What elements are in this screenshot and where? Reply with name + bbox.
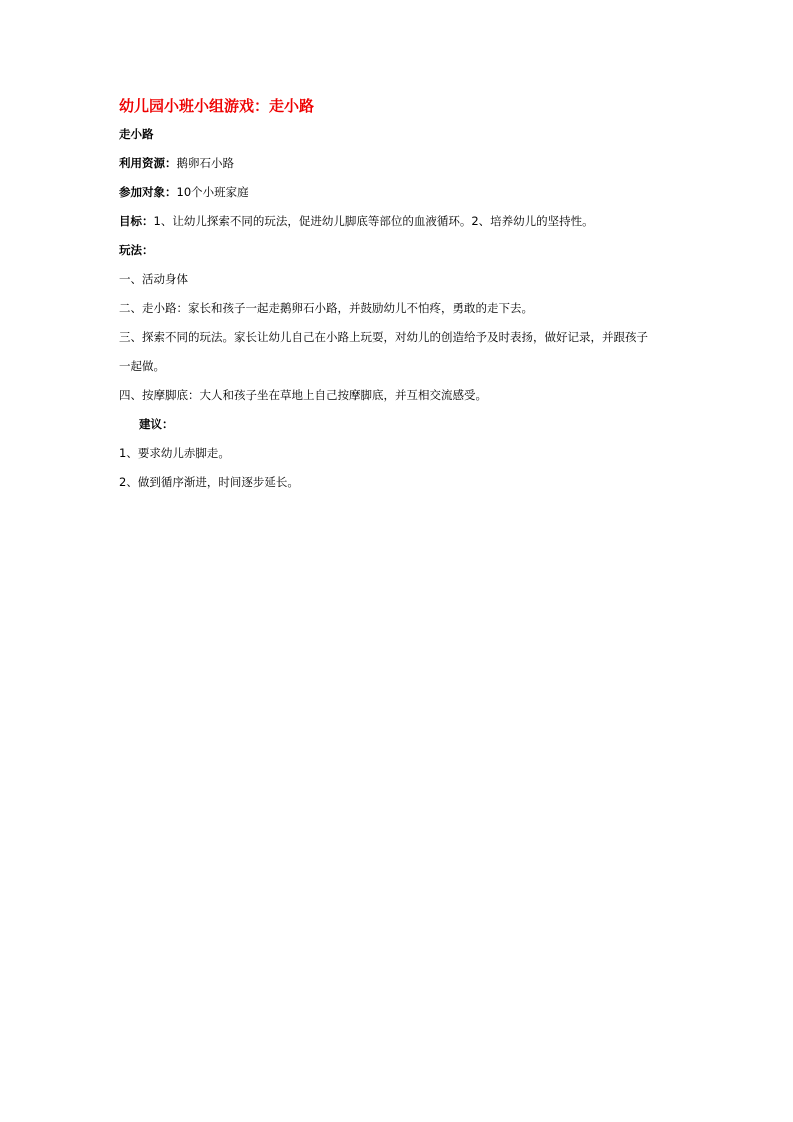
play-heading: 玩法： [119, 243, 154, 257]
participants-value: 10个小班家庭 [176, 185, 249, 199]
step-2: 二、走小路：家长和孩子一起走鹅卵石小路，并鼓励幼儿不怕疼，勇敢的走下去。 [119, 301, 533, 315]
goal-value: 1、让幼儿探索不同的玩法，促进幼儿脚底等部位的血液循环。2、培养幼儿的坚持性。 [153, 214, 594, 228]
document-title: 幼儿园小班小组游戏：走小路 [119, 97, 315, 115]
step-4: 四、按摩脚底：大人和孩子坐在草地上自己按摩脚底，并互相交流感受。 [119, 388, 487, 402]
suggestion-heading: 建议： [139, 417, 174, 431]
suggestion-1: 1、要求幼儿赤脚走。 [119, 446, 230, 460]
step-3-continued: 一起做。 [119, 359, 165, 373]
document-body [119, 94, 679, 497]
goal-line [119, 207, 679, 236]
subtitle: 走小路 [119, 127, 154, 141]
resources-value: 鹅卵石小路 [176, 156, 234, 170]
step-3: 三、探索不同的玩法。家长让幼儿自己在小路上玩耍，对幼儿的创造给予及时表扬，做好记录，并跟孩子 [119, 330, 648, 344]
resources-label: 利用资源： [119, 156, 177, 170]
goal-label: 目标： [119, 214, 154, 228]
resources-line [119, 149, 679, 178]
suggestion-2: 2、做到循序渐进，时间逐步延长。 [119, 475, 299, 489]
step-1: 一、活动身体 [119, 272, 188, 286]
participants-label: 参加对象： [119, 185, 177, 199]
participants-line [119, 178, 679, 207]
